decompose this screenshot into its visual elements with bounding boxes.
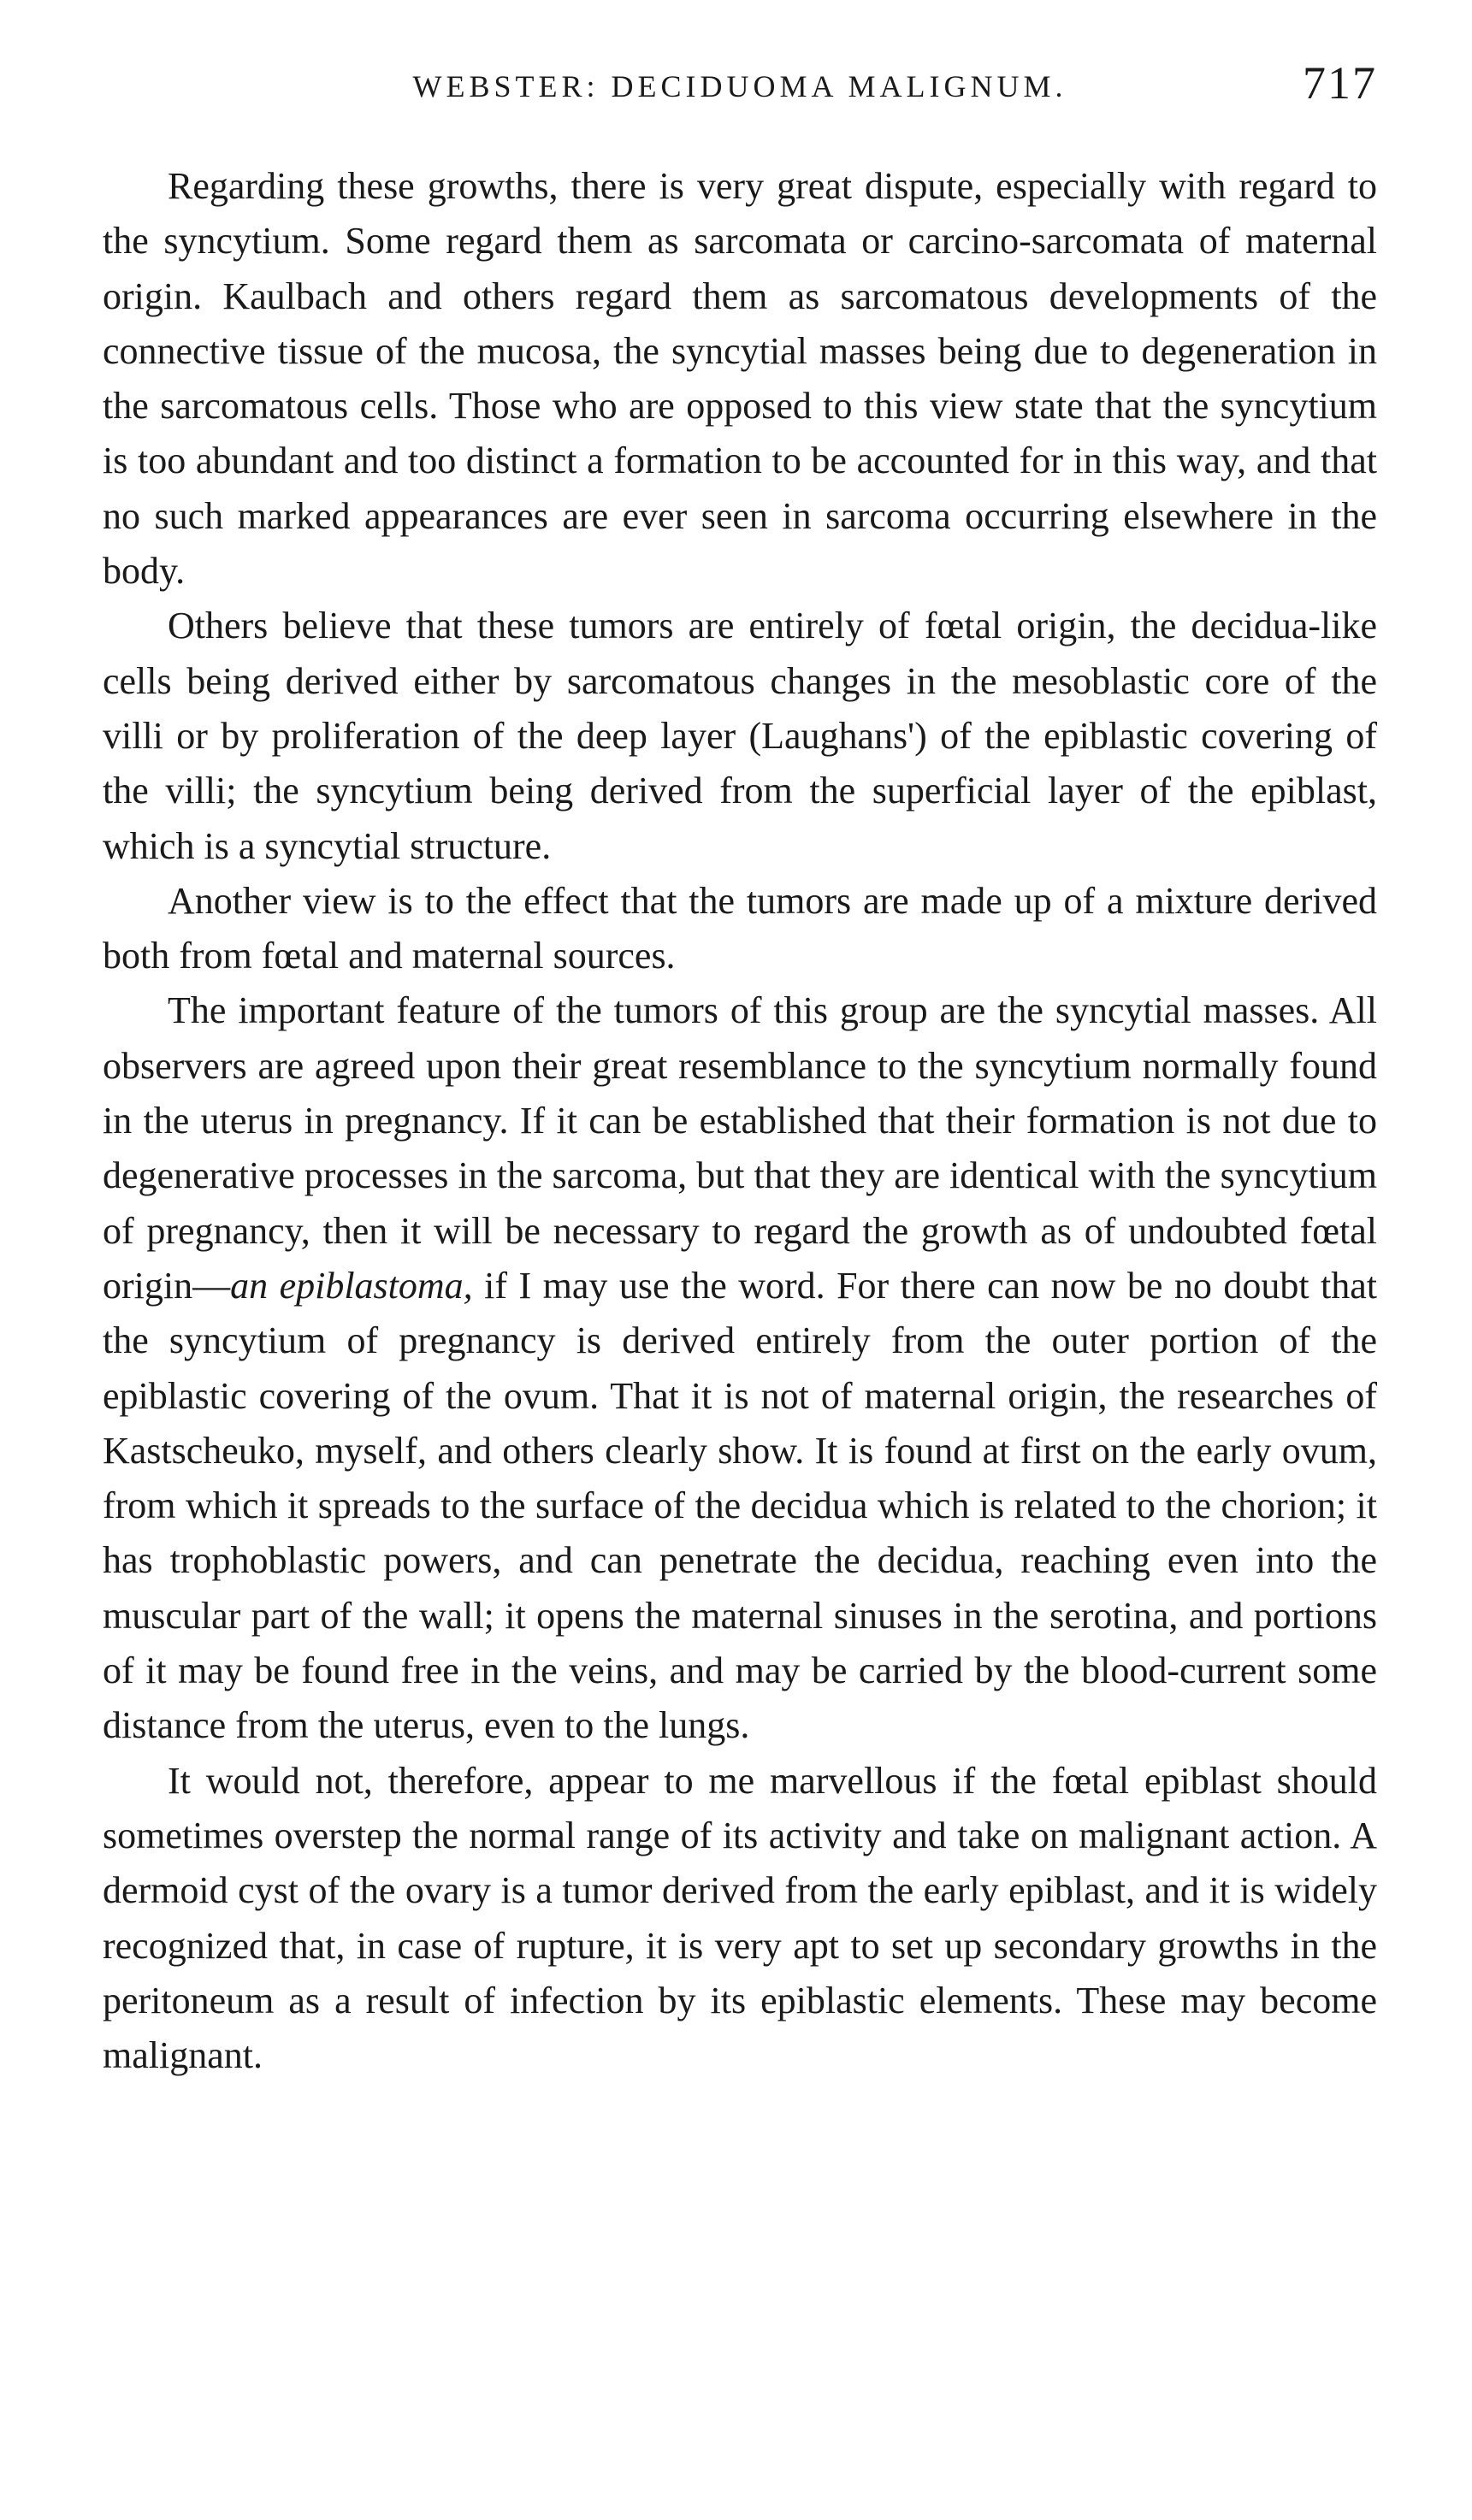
paragraph-syncytial-masses-part-2: if I may use the word. For there can now be no doubt that the syncytium of pregnancy is derived entirely from the outer portion of the epiblastic covering of the ovum. That it is not of maternal origin, the researches of Kastscheuko, myself, and others clearly show. It is found at first on the early ovum, from which it spreads to the surface of the decidua which is related to the chorion; it has trophoblastic powers, and can penetrate the decidua, reaching even into the muscular part of the wall; it opens the maternal sinuses in the serotina, and portions of it may be found free in the veins, and may be carried by the blood-current some distance from the uterus, even to the lungs. bbox=[103, 1264, 1377, 1747]
paragraph-syncytium-dispute: Regarding these growths, there is very great dispute, especially with regard to the syncytium. Some regard them as sarcomata or carcino-sarcomata of maternal origin. Kaulbach and others regard them as sarcomatous developments of the connective tissue of the mucosa, the syncytial masses being due to degeneration in the sarcomatous cells. Those who are opposed to this view state that the syncytium is too abundant and too distinct a formation to be accounted for in this way, and that no such marked appearances are ever seen in sarcoma occurring elsewhere in the body. bbox=[103, 165, 1377, 593]
paragraph-malignant-action: It would not, therefore, appear to me marvellous if the fœtal epiblast should sometimes overstep the normal range of its activity and take on malignant action. A dermoid cyst of the ovary is a tumor derived from the early epiblast, and it is widely recognized that, in case of rupture, it is very apt to set up secondary growths in the peritoneum as a result of infection by its epiblastic elements. These may become malignant. bbox=[103, 1759, 1377, 2077]
paragraph-syncytial-masses-part-1: The important feature of the tumors of this group are the syncytial masses. All observers are agreed upon their great resemblance to the syncytium normally found in the uterus in pregnancy. If it can be established that their formation is not due to degenerative processes in the sarcoma, but that they are identical with the syncytium of pregnancy, then it will be necessary to regard the growth as of undoubted fœtal origin— bbox=[103, 989, 1377, 1307]
epiblastoma-term: an epiblastoma, bbox=[230, 1264, 473, 1307]
body-text bbox=[103, 159, 1377, 2083]
paragraph-foetal-origin: Others believe that these tumors are entirely of fœtal origin, the decidua-like cells being derived either by sarcomatous changes in the mesoblastic core of the villi or by proliferation of the deep layer (Laughans') of the epiblastic covering of the villi; the syncytium being derived from the superficial layer of the epiblast, which is a syncytial structure. bbox=[103, 605, 1377, 867]
running-title: WEBSTER: DECIDUOMA MALIGNUM. bbox=[412, 69, 1067, 103]
paragraph-syncytial-masses bbox=[103, 983, 1377, 1753]
page-number: 717 bbox=[1303, 57, 1377, 109]
paragraph-mixture-view: Another view is to the effect that the tumors are made up of a mixture derived both from fœtal and maternal sources. bbox=[103, 879, 1377, 977]
running-head bbox=[103, 56, 1377, 125]
